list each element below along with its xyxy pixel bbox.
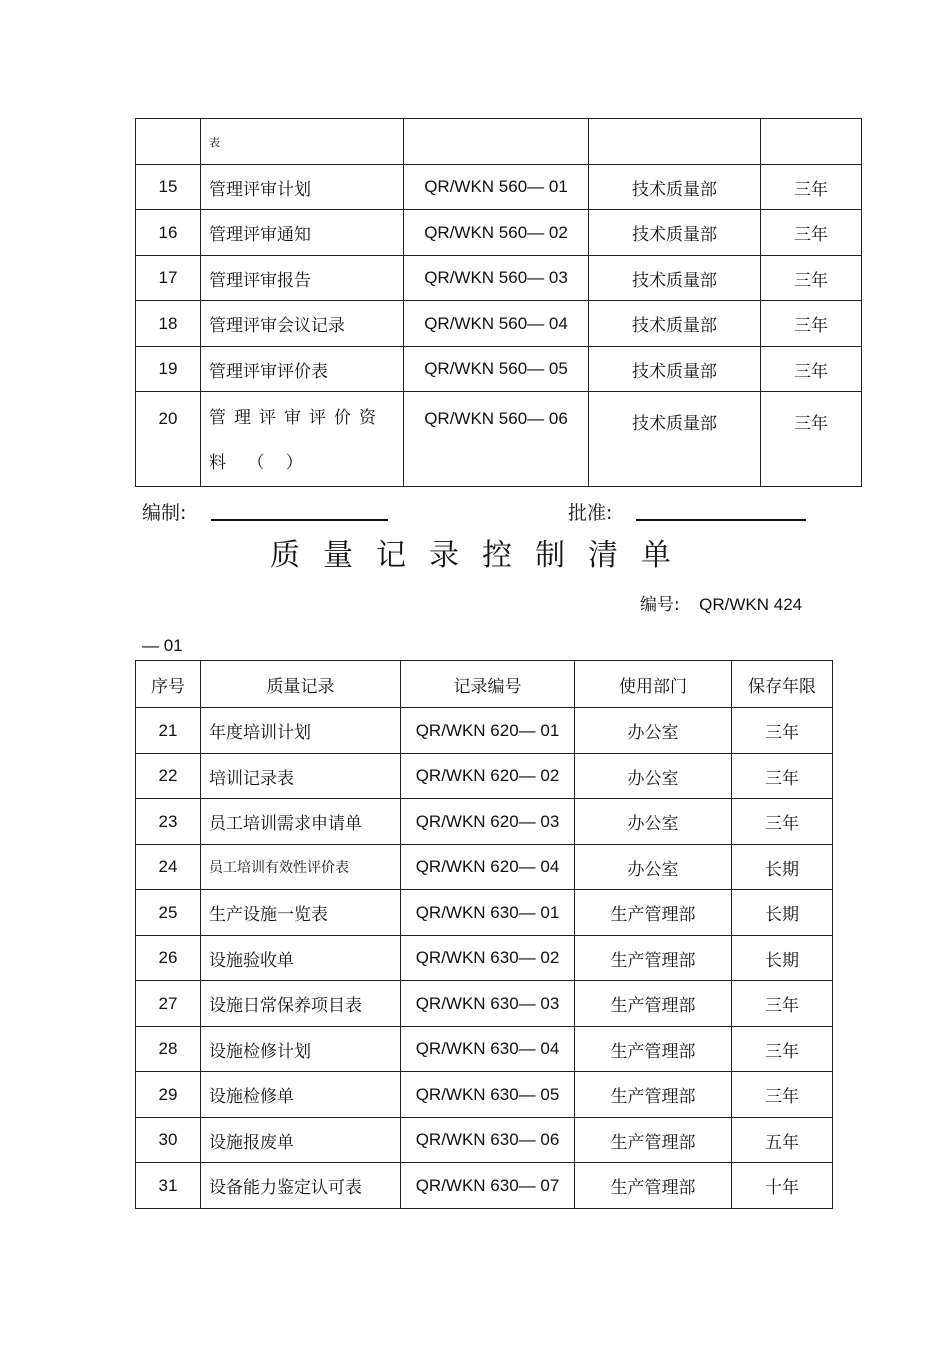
retention-period: 三年 bbox=[761, 210, 862, 256]
department: 技术质量部 bbox=[589, 210, 761, 256]
table-row bbox=[136, 347, 862, 392]
record-name: 年度培训计划 bbox=[201, 708, 401, 754]
record-name: 管理评审计划 bbox=[201, 165, 404, 210]
record-code: QR/WKN 620— 04 bbox=[401, 845, 575, 890]
record-name: 设施检修单 bbox=[201, 1072, 401, 1118]
retention-period: 十年 bbox=[732, 1163, 833, 1209]
record-code: QR/WKN 560— 02 bbox=[404, 210, 589, 256]
department: 办公室 bbox=[575, 754, 732, 799]
document-number-suffix: — 01 bbox=[142, 636, 183, 655]
retention-period: 五年 bbox=[732, 1118, 833, 1163]
record-name: 培训记录表 bbox=[201, 754, 401, 799]
retention-period: 三年 bbox=[761, 256, 862, 301]
department: 技术质量部 bbox=[589, 392, 761, 487]
row-number: 23 bbox=[136, 799, 201, 845]
retention-period: 三年 bbox=[732, 981, 833, 1027]
header-record-code: 记录编号 bbox=[401, 661, 575, 708]
table-row bbox=[136, 1163, 833, 1209]
table-row bbox=[136, 1072, 833, 1118]
department: 办公室 bbox=[575, 799, 732, 845]
retention-period: 三年 bbox=[761, 301, 862, 347]
retention-period: 三年 bbox=[732, 708, 833, 754]
record-name: 管理评审评价资料 （ ） bbox=[201, 392, 404, 487]
retention-period: 三年 bbox=[761, 392, 862, 487]
department: 技术质量部 bbox=[589, 347, 761, 392]
table-row bbox=[136, 890, 833, 936]
record-code: QR/WKN 630— 03 bbox=[401, 981, 575, 1027]
retention-period: 三年 bbox=[761, 347, 862, 392]
record-code: QR/WKN 560— 01 bbox=[404, 165, 589, 210]
department: 生产管理部 bbox=[575, 936, 732, 981]
retention-period: 三年 bbox=[761, 165, 862, 210]
table-row bbox=[136, 392, 862, 487]
row-number: 15 bbox=[136, 165, 201, 210]
row-number: 28 bbox=[136, 1027, 201, 1072]
department: 生产管理部 bbox=[575, 1118, 732, 1163]
row-number: 24 bbox=[136, 845, 201, 890]
retention-period: 三年 bbox=[732, 1072, 833, 1118]
prepared-by-line bbox=[211, 519, 388, 521]
record-code: QR/WKN 630— 01 bbox=[401, 890, 575, 936]
table-row bbox=[136, 754, 833, 799]
record-name: 管理评审通知 bbox=[201, 210, 404, 256]
header-retention-period: 保存年限 bbox=[732, 661, 833, 708]
row-number: 26 bbox=[136, 936, 201, 981]
row-number: 22 bbox=[136, 754, 201, 799]
top-records-table bbox=[135, 118, 862, 487]
table-row bbox=[136, 845, 833, 890]
row-number: 17 bbox=[136, 256, 201, 301]
table-header-row bbox=[136, 661, 833, 708]
record-code: QR/WKN 560— 04 bbox=[404, 301, 589, 347]
document-number-label: 编号: bbox=[640, 595, 680, 615]
record-name: 设施报废单 bbox=[201, 1118, 401, 1163]
record-name: 员工培训需求申请单 bbox=[201, 799, 401, 845]
row-number: 25 bbox=[136, 890, 201, 936]
header-department: 使用部门 bbox=[575, 661, 732, 708]
row-number: 30 bbox=[136, 1118, 201, 1163]
approved-by-label: 批准: bbox=[568, 502, 613, 524]
record-name: 员工培训有效性评价表 bbox=[201, 845, 401, 890]
department: 生产管理部 bbox=[575, 890, 732, 936]
table-row bbox=[136, 119, 862, 165]
table-row bbox=[136, 301, 862, 347]
department: 技术质量部 bbox=[589, 165, 761, 210]
record-name: 设备能力鉴定认可表 bbox=[201, 1163, 401, 1209]
record-code: QR/WKN 560— 03 bbox=[404, 256, 589, 301]
record-name: 管理评审评价表 bbox=[201, 347, 404, 392]
record-code: QR/WKN 560— 05 bbox=[404, 347, 589, 392]
row-number: 27 bbox=[136, 981, 201, 1027]
department: 技术质量部 bbox=[589, 256, 761, 301]
row-number: 16 bbox=[136, 210, 201, 256]
department: 生产管理部 bbox=[575, 1027, 732, 1072]
table-row bbox=[136, 1118, 833, 1163]
document-number bbox=[640, 590, 802, 615]
record-code: QR/WKN 560— 06 bbox=[404, 392, 589, 487]
table-row bbox=[136, 708, 833, 754]
record-code: QR/WKN 630— 02 bbox=[401, 936, 575, 981]
table-row bbox=[136, 165, 862, 210]
table-row bbox=[136, 936, 833, 981]
row-number: 21 bbox=[136, 708, 201, 754]
row-number: 19 bbox=[136, 347, 201, 392]
department: 办公室 bbox=[575, 845, 732, 890]
record-name: 设施验收单 bbox=[201, 936, 401, 981]
row-number: 20 bbox=[136, 392, 201, 487]
table-row bbox=[136, 1027, 833, 1072]
department: 生产管理部 bbox=[575, 981, 732, 1027]
department: 生产管理部 bbox=[575, 1163, 732, 1209]
quality-records-table bbox=[135, 660, 833, 1209]
record-code: QR/WKN 630— 04 bbox=[401, 1027, 575, 1072]
record-code: QR/WKN 620— 01 bbox=[401, 708, 575, 754]
retention-period: 长期 bbox=[732, 845, 833, 890]
document-number-value: QR/WKN 424 bbox=[699, 595, 803, 614]
table-row bbox=[136, 256, 862, 301]
header-serial-no: 序号 bbox=[136, 661, 201, 708]
page-title: 质量记录控制清单 bbox=[270, 538, 694, 573]
record-name: 生产设施一览表 bbox=[201, 890, 401, 936]
record-code: QR/WKN 630— 05 bbox=[401, 1072, 575, 1118]
record-name: 管理评审报告 bbox=[201, 256, 404, 301]
table-row bbox=[136, 799, 833, 845]
retention-period: 长期 bbox=[732, 890, 833, 936]
record-name: 设施日常保养项目表 bbox=[201, 981, 401, 1027]
table-row bbox=[136, 210, 862, 256]
record-name: 管理评审会议记录 bbox=[201, 301, 404, 347]
retention-period: 三年 bbox=[732, 1027, 833, 1072]
approved-by-line bbox=[636, 519, 806, 521]
record-code: QR/WKN 630— 07 bbox=[401, 1163, 575, 1209]
header-quality-record: 质量记录 bbox=[201, 661, 401, 708]
record-code: QR/WKN 620— 02 bbox=[401, 754, 575, 799]
record-code: QR/WKN 620— 03 bbox=[401, 799, 575, 845]
retention-period: 长期 bbox=[732, 936, 833, 981]
row-number: 31 bbox=[136, 1163, 201, 1209]
prepared-by-label: 编制: bbox=[142, 502, 187, 524]
row-number: 29 bbox=[136, 1072, 201, 1118]
department: 办公室 bbox=[575, 708, 732, 754]
retention-period: 三年 bbox=[732, 799, 833, 845]
department: 生产管理部 bbox=[575, 1072, 732, 1118]
table-row bbox=[136, 981, 833, 1027]
row-number: 18 bbox=[136, 301, 201, 347]
record-name: 设施检修计划 bbox=[201, 1027, 401, 1072]
department: 技术质量部 bbox=[589, 301, 761, 347]
record-code: QR/WKN 630— 06 bbox=[401, 1118, 575, 1163]
retention-period: 三年 bbox=[732, 754, 833, 799]
continuation-text: 表 bbox=[209, 135, 220, 149]
